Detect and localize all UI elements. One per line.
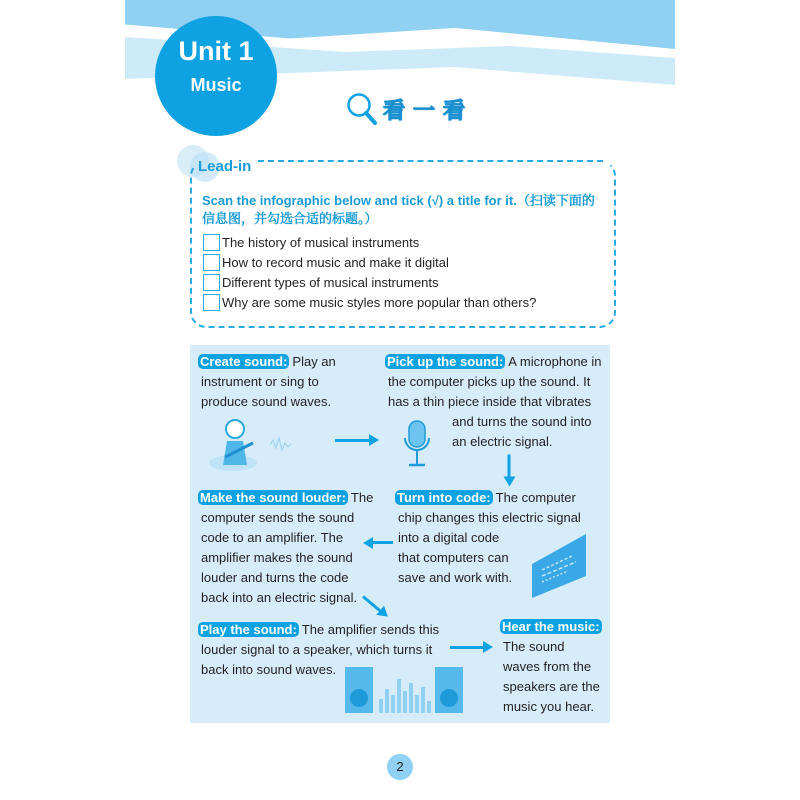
page-number: 2	[387, 754, 413, 780]
arrow-right	[450, 646, 487, 649]
checkbox[interactable]	[203, 274, 220, 291]
step-text: into a digital code	[398, 530, 500, 545]
step-text: Play an	[292, 354, 336, 369]
step-text: has a thin piece inside that vibrates	[388, 394, 592, 409]
option-row[interactable]	[203, 253, 449, 271]
step-hear-music	[500, 617, 605, 717]
unit-subtitle: Music	[190, 75, 242, 95]
microphone-icon	[398, 418, 438, 470]
step-text: produce sound waves.	[201, 394, 332, 409]
step-label: Make the sound louder:	[200, 490, 346, 505]
step-text: that computers can	[398, 550, 509, 565]
step-label: Turn into code:	[397, 490, 491, 505]
option-row[interactable]	[203, 233, 419, 251]
step-text: code to an amplifier. The	[201, 530, 344, 545]
option-row[interactable]	[203, 273, 439, 291]
step-make-louder	[198, 488, 373, 608]
step-text: chip changes this electric signal	[398, 510, 581, 525]
step-text: The sound	[503, 639, 565, 654]
option-row[interactable]	[203, 293, 536, 311]
unit-badge	[155, 16, 277, 136]
arrow-down	[508, 455, 511, 481]
checkbox[interactable]	[203, 294, 220, 311]
arrow-left	[369, 541, 393, 544]
option-label: The history of musical instruments	[222, 234, 420, 250]
step-text: The computer	[495, 490, 576, 505]
step-text: music you hear.	[503, 699, 595, 714]
step-text: an electric signal.	[452, 434, 553, 449]
option-label: How to record music and make it digital	[222, 254, 449, 270]
step-text: and turns the sound into	[452, 414, 592, 429]
step-label: Hear the music:	[502, 619, 600, 634]
checkbox[interactable]	[203, 254, 220, 271]
step-label: Create sound:	[200, 354, 288, 369]
option-label: Why are some music styles more popular than others?	[222, 294, 537, 310]
section-heading-text: 看一看	[383, 97, 474, 123]
lead-in-instruction: Scan the infographic below and tick (√) a title for it.（扫读下面的信息图，并勾选合适的标题。）	[202, 193, 595, 226]
magnifier-icon	[345, 92, 379, 126]
step-text: back into sound waves.	[201, 662, 337, 677]
section-heading	[345, 92, 473, 126]
step-text: louder signal to a speaker, which turns it	[201, 642, 433, 657]
step-text: computer sends the sound	[201, 510, 355, 525]
guitar-player-illustration	[205, 415, 315, 475]
speakers-illustration	[345, 665, 465, 715]
unit-title: Unit 1	[178, 36, 254, 66]
step-label: Play the sound:	[200, 622, 297, 637]
arrow-right	[335, 439, 373, 442]
checkbox[interactable]	[203, 234, 220, 251]
step-text: save and work with.	[398, 570, 513, 585]
step-text: speakers are the	[503, 679, 600, 694]
step-text: waves from the	[503, 659, 592, 674]
step-text: louder and turns the code	[201, 570, 349, 585]
option-label: Different types of musical instruments	[222, 274, 439, 290]
computer-monitor-illustration	[528, 532, 590, 602]
step-text: back into an electric signal.	[201, 590, 358, 605]
lead-in-border	[258, 160, 603, 162]
lead-in-title: Lead-in	[198, 158, 252, 175]
step-text: the computer picks up the sound. It	[388, 374, 591, 389]
step-text: The amplifier sends this	[301, 622, 440, 637]
step-label: Pick up the sound:	[387, 354, 504, 369]
step-create-sound	[198, 352, 336, 412]
step-text: instrument or sing to	[201, 374, 319, 389]
step-text: amplifier makes the sound	[201, 550, 353, 565]
step-text: A microphone in	[508, 354, 602, 369]
step-text: The	[350, 490, 374, 505]
